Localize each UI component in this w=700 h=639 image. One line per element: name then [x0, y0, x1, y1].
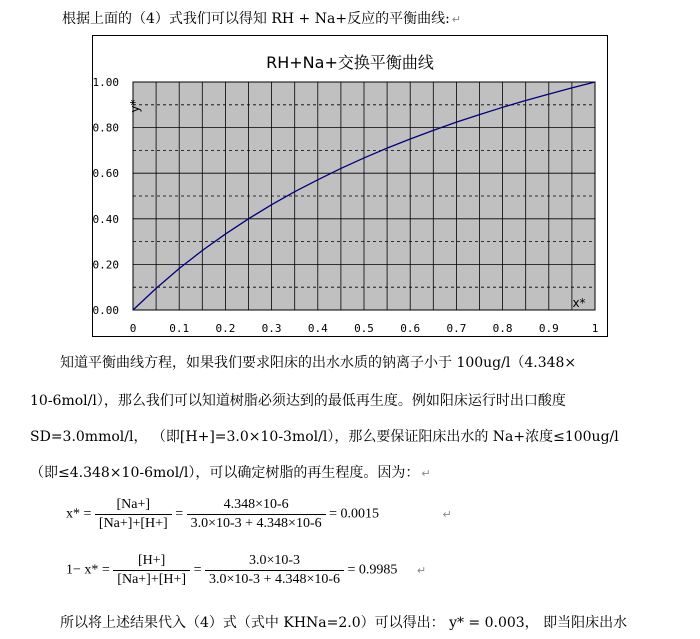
para-line-1: [60, 352, 576, 372]
para-line-4: [30, 462, 431, 482]
y-tick-label: 1.00: [93, 76, 119, 89]
para-line-4-text: （即≤4.348×10-6mol/l），可以确定树脂的再生程度。因为：: [30, 465, 420, 481]
x-tick-label: 0.6: [400, 322, 421, 335]
y-axis-label: y*: [128, 99, 142, 113]
paragraph-mark-icon: ↵: [451, 13, 461, 26]
x-tick-label: 0.9: [538, 322, 559, 335]
final-line: [60, 612, 627, 632]
y-tick-label: 0.60: [93, 167, 119, 181]
para-line-1-text: 知道平衡曲线方程，如果我们要求阳床的出水水质的钠离子小于 100ug/l（4.348×: [60, 355, 577, 371]
para-line-3-text: SD=3.0mmol/l， （即[H+]=3.0×10-3mol/l），那么要保证阳床出水的 Na+浓度≤100ug/l: [30, 429, 619, 445]
eq1-fraction-2: [187, 496, 326, 533]
eq1-numerator-values: 4.348×10-6: [187, 496, 326, 515]
x-tick-label: 0.4: [307, 322, 328, 335]
intro-text-content: 根据上面的（4）式我们可以得知 RH + Na+反应的平衡曲线:: [62, 11, 450, 27]
y-tick-label: 0.80: [93, 121, 119, 135]
x-tick-label: 0.8: [492, 322, 513, 335]
eq1-denominator-values: 3.0×10-3 + 4.348×10-6: [190, 516, 322, 531]
final-line-text: 所以将上述结果代入（4）式（式中 KHNa=2.0）可以得出： y* = 0.003， 即当阳床出水: [60, 615, 628, 631]
paragraph-mark-icon: ↵: [421, 467, 431, 480]
eq2-numerator: [H+]: [113, 552, 190, 571]
eq1-fraction-1: [95, 496, 172, 533]
chart-svg: [93, 36, 607, 336]
x-tick-label: 0.2: [215, 322, 236, 335]
para-line-2-text: 10-6mol/l），那么我们可以知道树脂必须达到的最低再生度。例如阳床运行时出口酸度: [30, 393, 566, 409]
eq1-lhs: x* =: [66, 506, 92, 522]
y-tick-label: 0.00: [93, 304, 119, 317]
eq2-fraction-2: [205, 552, 344, 589]
x-tick-label: 0.7: [446, 322, 467, 335]
x-tick-label: 0.3: [261, 322, 282, 335]
equation-1: x* = $\frac{[Na+]}{[Na+]+[H+]}$ = $\frac{4.348\times 10-6}{3.0\times 10-3 + 4.348\times 10-6}$ = 0.0015 ↵: [66, 497, 452, 531]
x-axis-label: x*: [572, 296, 586, 310]
eq1-result: = 0.0015: [329, 506, 380, 522]
eq1-denominator: [Na+]+[H+]: [98, 516, 168, 531]
eq2-denominator: [Na+]+[H+]: [117, 572, 187, 587]
x-tick-label: 1: [591, 322, 599, 335]
equation-2: 1− x* = $\frac{[H+]}{[Na+]+[H+]}$ = $\frac{3.0\times 10-3}{3.0\times 10-3 + 4.348\times 10-6}$ = 0.9985 ↵: [66, 553, 427, 587]
equilibrium-chart: [92, 35, 608, 337]
x-tick-label: 0: [129, 322, 137, 335]
plot-area: [93, 76, 598, 335]
y-tick-label: 0.40: [93, 212, 119, 226]
y-tick-label: 0.20: [93, 258, 119, 272]
para-line-2: [30, 390, 566, 410]
paragraph-mark-icon: ↵: [442, 507, 452, 521]
intro-text: [62, 8, 461, 28]
eq2-numerator-values: 3.0×10-3: [205, 552, 344, 571]
paragraph-mark-icon: ↵: [416, 563, 427, 577]
x-tick-label: 0.5: [354, 322, 374, 335]
chart-title: RH+Na+交换平衡曲线: [266, 53, 434, 72]
eq2-result: = 0.9985: [347, 562, 398, 578]
eq2-denominator-values: 3.0×10-3 + 4.348×10-6: [208, 572, 340, 587]
para-line-3: [30, 426, 619, 446]
eq2-lhs: 1− x* =: [66, 562, 110, 578]
x-tick-label: 0.1: [169, 322, 190, 335]
eq1-numerator: [Na+]: [95, 496, 172, 515]
eq2-fraction-1: [113, 552, 190, 589]
